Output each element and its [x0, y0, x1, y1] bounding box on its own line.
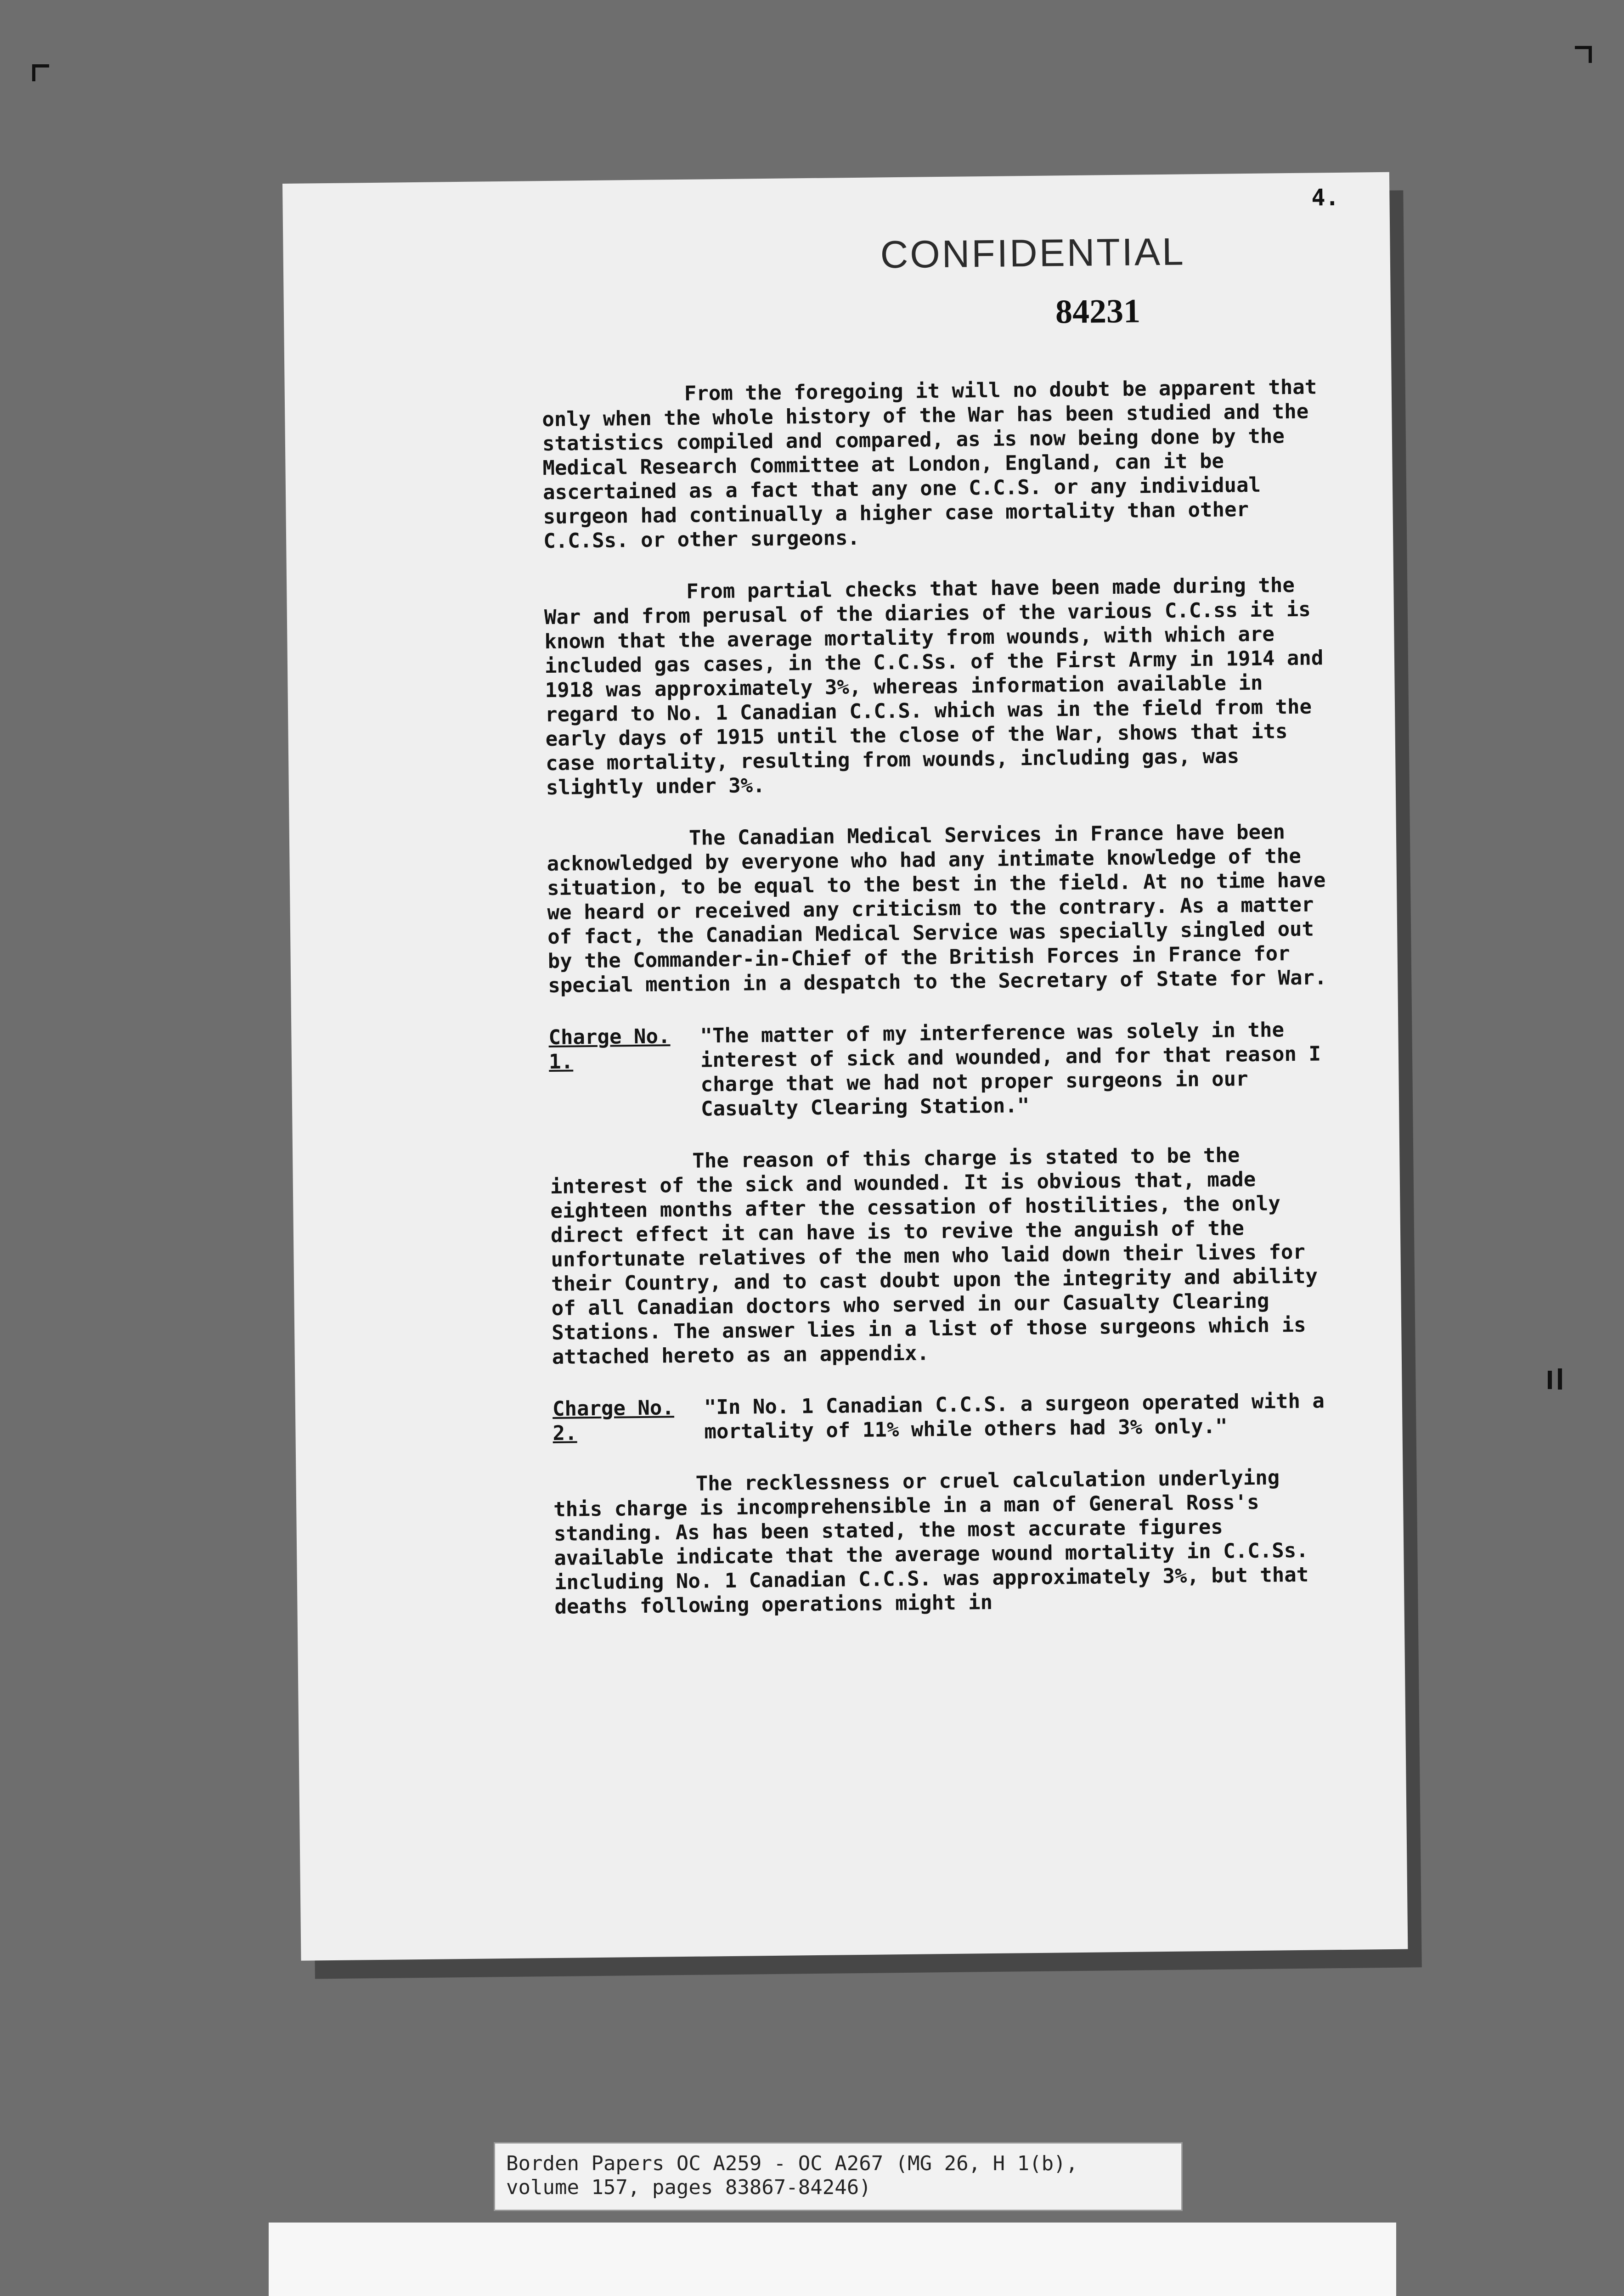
- charge-response: The recklessness or cruel calculation underlying this charge is incomprehensible in a man of General Ross's standing. As has been stated, the most accurate figures available indicate that the average wound mortality in C.C.Ss. including No. 1 Canadian C.C.S. was approximately 3%, but that deaths following operations might in: [553, 1466, 1309, 1619]
- confidential-stamp: CONFIDENTIAL: [880, 230, 1186, 276]
- crop-mark-top-right: [1575, 46, 1592, 63]
- paragraph: The Canadian Medical Services in France have been acknowledged by everyone who had any intimate knowledge of the situation, to be equal to the best in the field. At no time have we heard or received any criticism to the contrary. As a matter of fact, the Canadian Medical Service was specially singled out by the Commander-in-Chief of the British Forces in France for special mention in a despatch to the Secretary of State for War.: [547, 820, 1327, 998]
- charge-quote: "In No. 1 Canadian C.C.S. a surgeon operated with a mortality of 11% while others had 3% only.": [704, 1389, 1325, 1444]
- reference-number: 84231: [1055, 292, 1141, 331]
- page-number: 4.: [1311, 184, 1339, 211]
- crop-mark-top-left: [32, 64, 49, 81]
- charge-label: Charge No. 1.: [548, 1024, 671, 1074]
- charge-label: Charge No. 2.: [552, 1396, 675, 1445]
- charge-quote: "The matter of my interference was solely in the interest of sick and wounded, and for that reason I charge that we had not proper surgeons in our Casualty Clearing Station.": [700, 1018, 1321, 1121]
- charge-response: The reason of this charge is stated to be the interest of the sick and wounded. It is obvious that, made eighteen months after the cessation of hostilities, the only direct effect it can have is to revive the anguish of the unfortunate relatives of the men who laid down their lives for their Country, and to cast doubt upon the integrity and ability of all Canadian doctors who served in our Casualty Clearing Stations. The answer lies in a list of those surgeons which is attached hereto as an appendix.: [550, 1143, 1318, 1369]
- film-scratch: [1548, 1371, 1552, 1389]
- paragraph: From the foregoing it will no doubt be apparent that only when the whole history of the War has been studied and the statistics compiled and compared, as is now being done by the Medical Research Committee at London, England, can it be ascertained as a fact that any one C.C.S. or any individual surgeon had continually a higher case mortality than other C.C.Ss. or other surgeons.: [542, 375, 1317, 553]
- film-scratch: [1558, 1368, 1562, 1390]
- source-caption: [494, 2142, 1183, 2211]
- document-page: [282, 172, 1408, 1961]
- charge-section: [548, 1017, 1333, 1369]
- caption-line: Borden Papers OC A259 - OC A267 (MG 26, H 1(b),: [506, 2152, 1078, 2175]
- paragraph: From partial checks that have been made during the War and from perusal of the diaries of the various C.C.ss it is known that the average mortality from wounds, with which are included gas cases, in the C.C.Ss. of the First Army in 1914 and 1918 was approximately 3%, whereas information available in regard to No. 1 Canadian C.C.S. which was in the field from the early days of 1915 until the close of the War, shows that its case mortality, resulting from wounds, including gas, was slightly under 3%.: [544, 573, 1324, 800]
- archive-card: [269, 2223, 1396, 2296]
- document-body: [542, 375, 1336, 1647]
- caption-line: volume 157, pages 83867-84246): [506, 2176, 871, 2199]
- charge-section: [553, 1389, 1336, 1619]
